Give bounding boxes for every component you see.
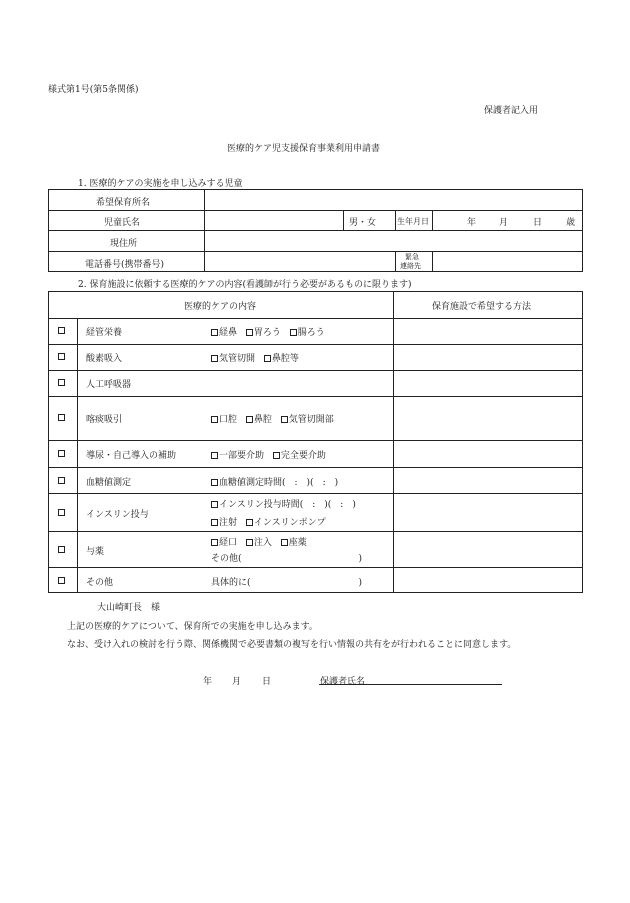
care-options: 血糖値測定時間( : )( : ) (211, 475, 338, 488)
checkbox[interactable] (58, 414, 65, 421)
medication-other: その他( ) (211, 554, 363, 564)
emergency-label-1: 緊急 (405, 253, 419, 261)
checkbox[interactable] (211, 501, 218, 508)
checkbox[interactable] (211, 355, 218, 362)
care-options: 口腔 鼻腔 気管切開部 (211, 412, 334, 425)
sign-year: 年 (203, 677, 213, 687)
address-label: 現住所 (110, 239, 138, 249)
care-options: 一部要介助 完全要介助 (211, 448, 326, 461)
checkbox[interactable] (246, 519, 253, 526)
care-options: 経鼻 胃ろう 腸ろう (211, 325, 325, 338)
checkbox[interactable] (58, 577, 65, 584)
care-item-label: 血糖値測定 (86, 478, 132, 488)
care-options-line1: 経口 注入 座薬 (211, 535, 307, 548)
other-specific: 具体的に( ) (211, 578, 363, 588)
guardian-name-label: 保護者氏名 (320, 677, 366, 687)
sign-month: 月 (232, 677, 242, 687)
checkbox[interactable] (290, 329, 297, 336)
care-item-label: インスリン投与 (86, 510, 149, 520)
checkbox[interactable] (58, 353, 65, 360)
care-item-label: 人工呼吸器 (86, 380, 132, 390)
care-options-line1: インスリン投与時間( : )( : ) (211, 497, 356, 510)
checkbox[interactable] (58, 327, 65, 334)
section2-heading: 2. 保育施設に依頼する医療的ケアの内容(看護師が行う必要があるものに限ります) (78, 280, 412, 290)
care-item-label: 酸素吸入 (86, 354, 123, 364)
form-number: 様式第1号(第5条関係) (48, 85, 139, 95)
page-title: 医療的ケア児支援保育事業利用申請書 (227, 144, 381, 154)
birth-day-label: 日 (533, 218, 543, 228)
birth-year-label: 年 (467, 218, 477, 228)
col-method: 保育施設で希望する方法 (432, 302, 532, 312)
child-name-label: 児童氏名 (104, 218, 141, 228)
care-item-label: 喀痰吸引 (86, 415, 123, 425)
care-options: 気管切開 鼻腔等 (211, 351, 299, 364)
checkbox[interactable] (211, 539, 218, 546)
checkbox[interactable] (246, 329, 253, 336)
phone-label: 電話番号(携帯番号) (85, 260, 165, 270)
checkbox[interactable] (211, 416, 218, 423)
care-item-label: その他 (86, 578, 114, 588)
checkbox[interactable] (211, 452, 218, 459)
care-item-label: 導尿・自己導入の補助 (86, 451, 177, 461)
checkbox[interactable] (58, 450, 65, 457)
checkbox[interactable] (58, 477, 65, 484)
gender-options: 男・女 (349, 218, 377, 228)
checkbox[interactable] (264, 355, 271, 362)
checkbox[interactable] (211, 329, 218, 336)
col-care-content: 医療的ケアの内容 (184, 302, 257, 312)
guardian-use-label: 保護者記入用 (484, 106, 539, 116)
emergency-label-2: 連絡先 (400, 262, 421, 270)
birth-month-label: 月 (499, 218, 509, 228)
guardian-signature-line[interactable] (319, 684, 502, 685)
checkbox[interactable] (246, 416, 253, 423)
statement-apply: 上記の医療的ケアについて、保育所での実施を申し込みます。 (67, 622, 318, 632)
age-label: 歳 (566, 218, 576, 228)
checkbox[interactable] (246, 539, 253, 546)
checkbox[interactable] (211, 479, 218, 486)
checkbox[interactable] (273, 452, 280, 459)
checkbox[interactable] (281, 539, 288, 546)
sign-day: 日 (262, 677, 272, 687)
checkbox[interactable] (58, 509, 65, 516)
care-options-line2: 注射 インスリンポンプ (211, 515, 326, 528)
care-item-label: 与薬 (86, 547, 105, 557)
nursery-label: 希望保育所名 (96, 198, 151, 208)
addressee: 大山崎町長 様 (97, 603, 161, 613)
birthdate-label: 生年月日 (397, 217, 429, 226)
care-item-label: 経管栄養 (86, 328, 123, 338)
checkbox[interactable] (58, 379, 65, 386)
checkbox[interactable] (58, 546, 65, 553)
checkbox[interactable] (281, 416, 288, 423)
checkbox[interactable] (211, 519, 218, 526)
section1-heading: 1. 医療的ケアの実施を申し込みする児童 (78, 179, 243, 189)
statement-consent: なお、受け入れの検討を行う際、関係機関で必要書類の複写を行い情報の共有をが行われることに同意します。 (67, 640, 517, 650)
